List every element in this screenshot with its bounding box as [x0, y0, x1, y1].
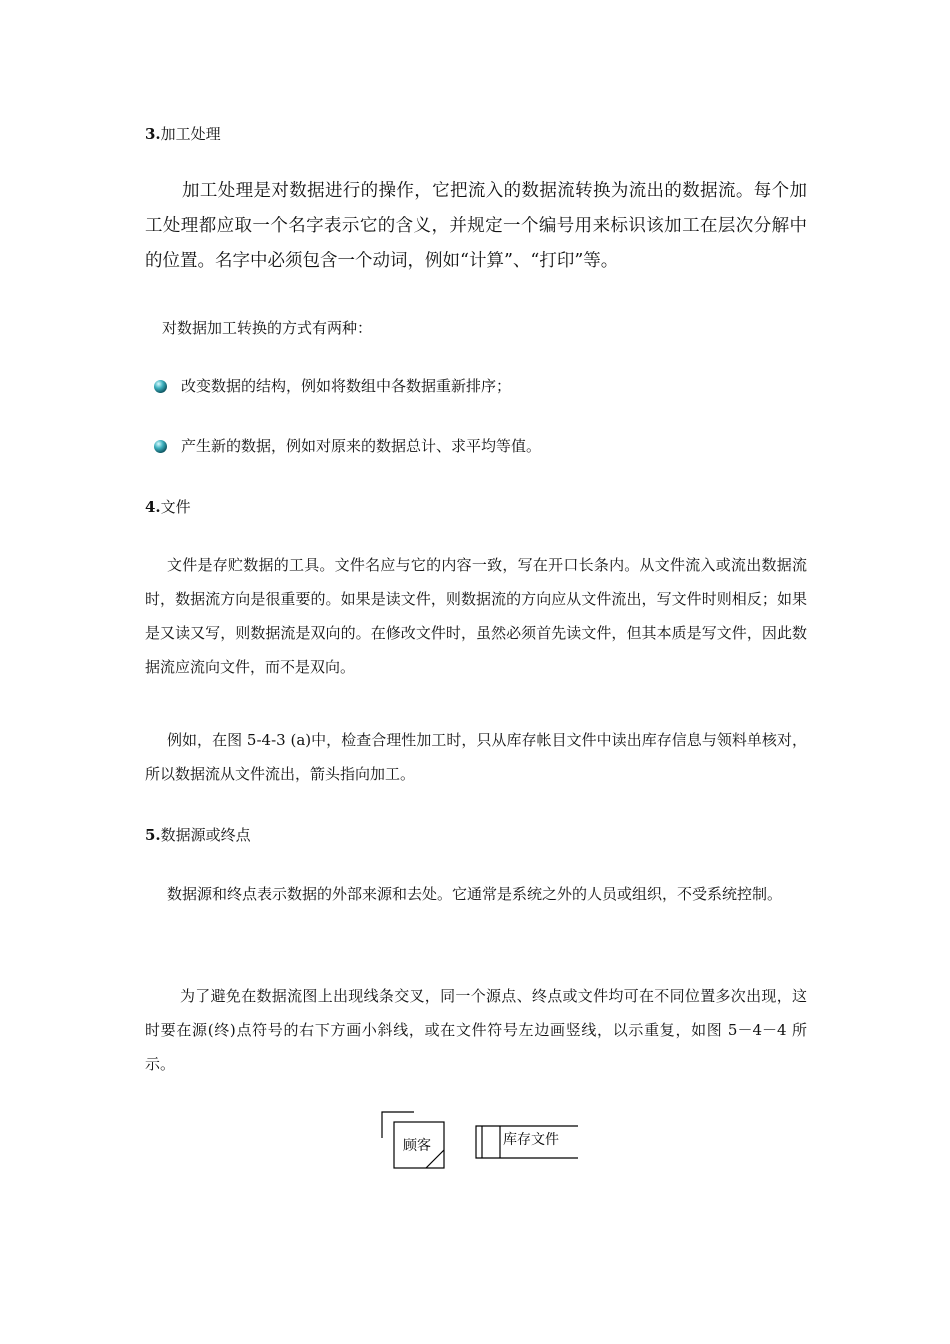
section-heading-3 [145, 124, 221, 144]
section-title: 文件 [160, 498, 191, 516]
source-label: 顾客 [403, 1138, 431, 1154]
paragraph-source-repeat: 为了避免在数据流图上出现线条交叉，同一个源点、终点或文件均可在不同位置多次出现，这时要在源(终)点符号的右下方画小斜线，或在文件符号左边画竖线，以示重复，如图 5－4－4 所示。 [145, 987, 807, 1073]
bullet-item [154, 376, 511, 396]
bullet-item [154, 436, 541, 456]
section-heading-5 [145, 825, 251, 845]
section-title: 数据源或终点 [160, 826, 251, 844]
section-heading-4 [145, 497, 191, 517]
section-number: 4. [145, 498, 161, 516]
paragraph-process-ways: 对数据加工转换的方式有两种： [162, 319, 373, 337]
paragraph-source-intro: 数据源和终点表示数据的外部来源和去处。它通常是系统之外的人员或组织，不受系统控制。 [167, 885, 783, 903]
paragraph-file-intro: 文件是存贮数据的工具。文件名应与它的内容一致，写在开口长条内。从文件流入或流出数据流时，数据流方向是很重要的。如果是读文件，则数据流的方向应从文件流出，写文件时则相反；如果是又读又写，则数据流是双向的。在修改文件时，虽然必须首先读文件，但其本质是写文件，因此数据流应流向文件，而不是双向。 [145, 556, 807, 676]
section-title: 加工处理 [160, 125, 221, 143]
repeat-symbols-figure [378, 1110, 588, 1174]
bullet-text: 改变数据的结构，例如将数组中各数据重新排序； [181, 377, 512, 395]
paragraph-file-example: 例如，在图 5-4-3 (a)中，检查合理性加工时，只从库存帐目文件中读出库存信息与领料单核对，所以数据流从文件流出，箭头指向加工。 [145, 731, 807, 783]
repeated-source-symbol [382, 1112, 444, 1168]
file-label: 库存文件 [503, 1132, 559, 1148]
section-number: 5. [145, 826, 161, 844]
paragraph-process-intro: 加工处理是对数据进行的操作，它把流入的数据流转换为流出的数据流。每个加工处理都应取一个名字表示它的含义，并规定一个编号用来标识该加工在层次分解中的位置。名字中必须包含一个动词，例如“计算”、“打印”等。 [145, 181, 807, 271]
bullet-ball-icon [154, 440, 167, 453]
bullet-ball-icon [154, 380, 167, 393]
repeated-file-symbol [476, 1126, 578, 1158]
bullet-text: 产生新的数据，例如对原来的数据总计、求平均等值。 [181, 437, 542, 455]
section-number: 3. [145, 125, 161, 143]
